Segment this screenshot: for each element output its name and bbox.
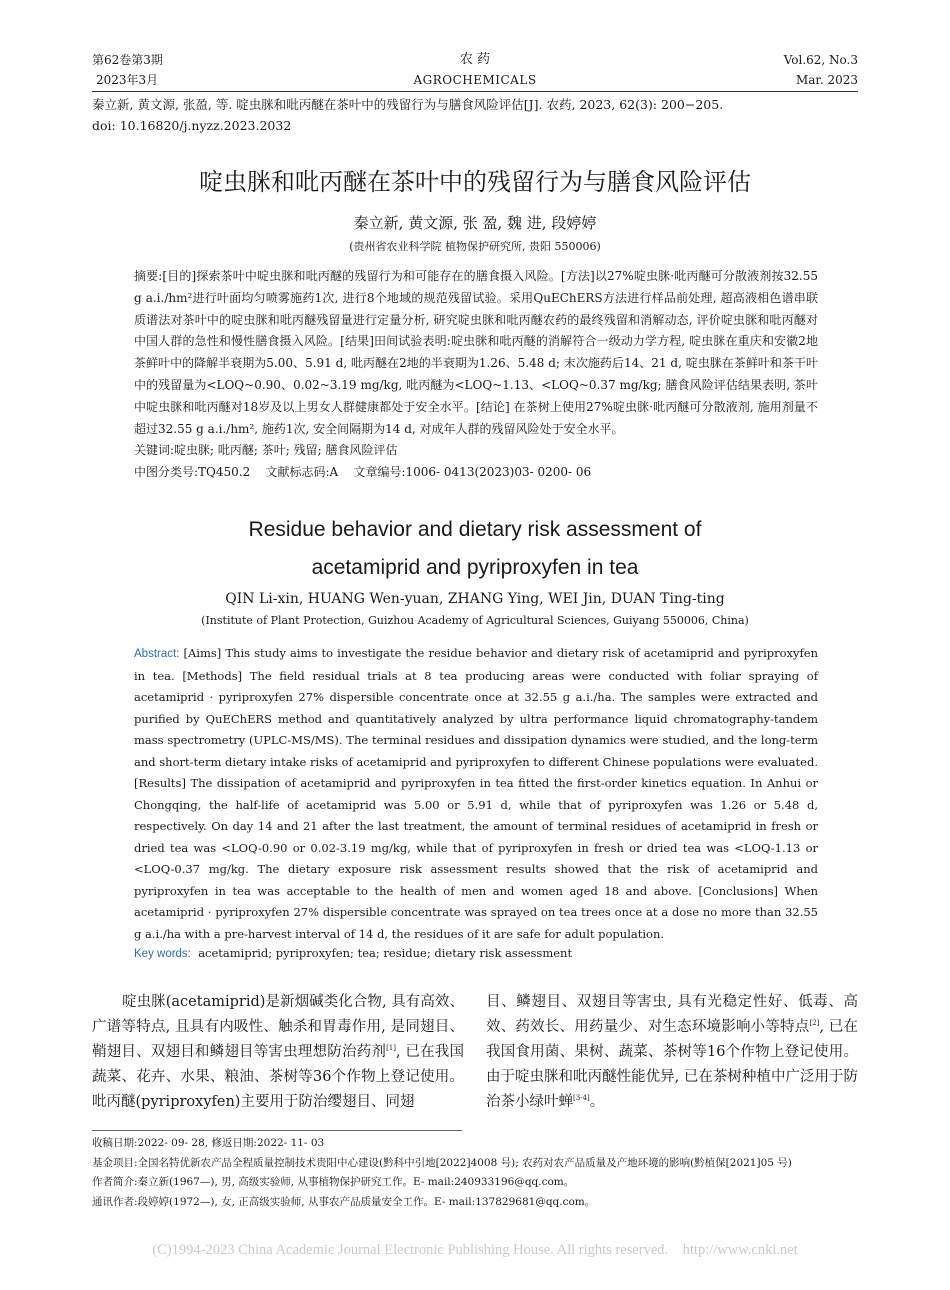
abstract-en-text: [Aims] This study aims to investigate the residue behavior and dietary risk of acetamiprid and pyriproxyfen in tea. [Methods] The field residual trials at 8 tea producing areas were conducted with foliar spraying of acetamiprid · pyriproxyfen 27% dispersible concentrate once at 32.55 g a.i./ha. The samples were extracted and purified by QuEChERS method and quantitatively analyzed by ultra performance liquid chromatography-tandem mass spectrometry (UPLC-MS/MS). The terminal residues and dissipation dynamics were studied, and the long-term and short-term dietary intake risks of acetamiprid and pyriproxyfen to different Chinese populations were evaluated. [Results] The dissipation of acetamiprid and pyriproxyfen in tea fitted the first-order kinetics equation. In Anhui or Chongqing, the half-life of acetamiprid was 5.00 or 5.91 d, while that of pyriproxyfen was 1.26 or 5.48 d, respectively. On day 14 and 21 after the last treatment, the amount of terminal residues of acetamiprid in fresh or dried tea was <LOQ-0.90 or 0.02-3.19 mg/kg, while that of pyriproxyfen in fresh or dried tea was <LOQ-1.13 or <LOQ-0.37 mg/kg. The dietary exposure risk assessment results showed that the risk of acetamiprid and pyriproxyfen in tea was acceptable to the health of men and women aged 18 and above. [Conclusions] When acetamiprid · pyriproxyfen 27% dispersible concentrate was sprayed on tea trees once at a dose no more than 32.55 g a.i./ha with a pre-harvest interval of 14 d, the residues of it are safe for adult population. <box>134 646 818 941</box>
body-right-text-3: 。 <box>589 1094 605 1110</box>
page-title-en-line1: Residue behavior and dietary risk assessment of <box>248 518 702 541</box>
page-title-en <box>92 514 858 584</box>
page-title-en-line2: acetamiprid and pyriproxyfen in tea <box>311 556 639 579</box>
journal-name-en: AGROCHEMICALS <box>413 73 537 87</box>
abstract-cn <box>134 266 818 484</box>
authors-cn: 秦立新, 黄文源, 张 盈, 魏 进, 段婷婷 <box>353 214 597 232</box>
ref-2[interactable]: [2] <box>809 1019 820 1028</box>
body-column-right <box>486 990 858 1115</box>
date-cn: 2023年3月 <box>96 73 159 87</box>
ref-3-4[interactable]: [3-4] <box>573 1094 590 1103</box>
abstract-cn-text: 摘要:[目的]探索茶叶中啶虫脒和吡丙醚的残留行为和可能存在的膳食摄入风险。[方法]以27%啶虫脒·吡丙醚可分散液剂按32.55 g a.i./hm²进行叶面均匀喷雾施药1次, 进行8个地域的规范残留试验。采用QuEChERS方法进行样品前处理, 超高液相色谱串联质谱法对茶叶中的啶虫脒和吡丙醚残留量进行定量分析, 研究啶虫脒和吡丙醚农药的最终残留和消解动态, 评价啶虫脒和吡丙醚对中国人群的急性和慢性膳食摄入风险。[结果]田间试验表明:啶虫脒和吡丙醚的消解符合一级动力学方程, 啶虫脒在重庆和安徽2地茶鲜叶中的降解半衰期为5.00、5.91 d, 吡丙醚在2地的半衰期为1.26、5.48 d; 末次施药后14、21 d, 啶虫脒在茶鲜叶和茶干叶中的残留量为<LOQ~0.90、0.02~3.19 mg/kg, 吡丙醚为<LOQ~1.13、<LOQ~0.37 mg/kg; 膳食风险评估结果表明, 茶叶中啶虫脒和吡丙醚对18岁及以上男女人群健康都处于安全水平。[结论] 在茶树上使用27%啶虫脒·吡丙醚可分散液剂, 施用剂量不超过32.55 g a.i./hm², 施药1次, 安全间隔期为14 d, 对成年人群的残留风险处于安全水平。 <box>134 269 818 436</box>
footnotes <box>92 1134 862 1212</box>
date-en: Mar. 2023 <box>795 73 858 87</box>
classification-cn: 中图分类号:TQ450.2 文献标志码:A 文章编号:1006- 0413(2023)03- 0200- 06 <box>134 465 592 480</box>
affiliation-cn: (贵州省农业科学院 植物保护研究所, 贵阳 550006) <box>349 240 601 253</box>
authors-en: QIN Li-xin, HUANG Wen-yuan, ZHANG Ying, WEI Jin, DUAN Ting-ting <box>225 591 725 607</box>
footnote-received: 收稿日期:2022- 09- 28, 修返日期:2022- 11- 03 <box>92 1137 325 1149</box>
citation-line: 秦立新, 黄文源, 张盈, 等. 啶虫脒和吡丙醚在茶叶中的残留行为与膳食风险评估[J]. 农药, 2023, 62(3): 200−205. <box>92 97 724 112</box>
ref-1[interactable]: [1] <box>386 1044 396 1053</box>
header-rule <box>92 91 858 92</box>
footnote-corresponding: 通讯作者:段婷婷(1972—), 女, 正高级实验师, 从事农产品质量安全工作。E- mail:137829681@qq.com。 <box>92 1195 596 1208</box>
journal-name-cn: 农 药 <box>459 52 491 67</box>
citation <box>92 94 862 136</box>
volume-issue-cn: 第62卷第3期 <box>92 53 163 67</box>
body-right-text: 目、鳞翅目、双翅目等害虫, 具有光稳定性好、低毒、高效、药效长、用药量少、对生态环境影响小等特点 <box>486 994 858 1035</box>
keywords-en-label: Key words: <box>134 948 191 960</box>
keywords-en-text: acetamiprid; pyriproxyfen; tea; residue; dietary risk assessment <box>190 946 573 960</box>
body-left-text-2: , 已在我国蔬菜、花卉、水果、粮油、茶树等36个作物上登记使用。吡丙醚(pyriproxyfen)主要用于防治缨翅目、同翅 <box>92 1044 465 1110</box>
abstract-en <box>134 643 818 945</box>
footnote-author: 作者简介:秦立新(1967—), 男, 高级实验师, 从事植物保护研究工作。E- mail:240933196@qq.com。 <box>92 1176 575 1188</box>
body-left-text: 啶虫脒(acetamiprid)是新烟碱类化合物, 具有高效、广谱等特点, 且具有内吸性、触杀和胃毒作用, 是同翅目、鞘翅目、双翅目和鳞翅目等害虫理想防治药剂 <box>92 994 464 1060</box>
abstract-en-label: Abstract: <box>134 648 180 660</box>
keywords-en <box>134 946 818 960</box>
page-title-cn: 啶虫脒和吡丙醚在茶叶中的残留行为与膳食风险评估 <box>199 168 751 196</box>
footnote-funding: 基金项目:全国名特优新农产品全程质量控制技术贵阳中心建设(黔科中引地[2022]4008 号); 农药对农产品质量及产地环境的影响(黔植保[2021]05 号) <box>92 1156 792 1169</box>
volume-issue-en: Vol.62, No.3 <box>783 53 858 67</box>
affiliation-en: (Institute of Plant Protection, Guizhou Academy of Agricultural Sciences, Guiyang 550006, China) <box>201 614 749 627</box>
copyright-notice: (C)1994-2023 China Academic Journal Electronic Publishing House. All rights reserved. http://www.cnki.net <box>152 1242 798 1258</box>
keywords-cn: 关键词:啶虫脒; 吡丙醚; 茶叶; 残留; 膳食风险评估 <box>134 443 398 458</box>
body-column-left <box>92 990 464 1115</box>
doi: doi: 10.16820/j.nyzz.2023.2032 <box>92 118 292 133</box>
body-right-text-2: , 已在我国食用菌、果树、蔬菜、茶树等16个作物上登记使用。由于啶虫脒和吡丙醚性能优异, 已在茶树种植中广泛用于防治茶小绿叶蝉 <box>486 1019 858 1110</box>
footnote-rule <box>92 1130 462 1131</box>
